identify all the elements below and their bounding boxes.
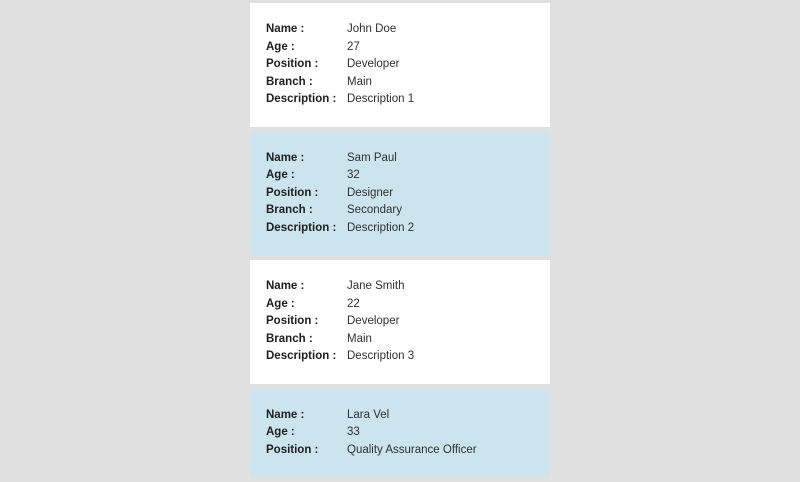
record-card[interactable] (250, 260, 550, 384)
record-row-position (266, 56, 550, 74)
field-value-age: 32 (347, 169, 360, 181)
record-row-name (266, 407, 550, 425)
record-row-description (266, 348, 550, 366)
field-value-branch: Main (347, 75, 372, 88)
field-value-name: Sam Paul (347, 151, 397, 164)
field-label-branch: Branch : (266, 204, 313, 216)
record-row-age (266, 424, 550, 442)
field-label-name: Name : (266, 151, 305, 164)
field-value-position: Developer (347, 315, 400, 327)
field-label-branch: Branch : (266, 332, 313, 345)
record-row-description (266, 220, 550, 238)
record-row-name (266, 21, 550, 39)
field-label-age: Age : (266, 169, 295, 181)
field-value-age: 27 (347, 40, 360, 53)
field-value-position: Designer (347, 186, 394, 199)
record-row-position (266, 185, 550, 203)
record-row-branch (266, 331, 550, 349)
field-label-age: Age : (266, 40, 295, 53)
record-row-branch (266, 202, 550, 220)
record-card[interactable] (250, 132, 550, 256)
field-value-description: Description 3 (347, 350, 415, 362)
field-value-name: Lara Vel (347, 408, 390, 421)
field-label-description: Description : (266, 221, 337, 234)
field-value-name: Jane Smith (347, 280, 405, 292)
field-label-name: Name : (266, 23, 305, 35)
field-label-age: Age : (266, 297, 295, 310)
field-label-name: Name : (266, 280, 305, 292)
field-value-description: Description 1 (347, 93, 415, 105)
record-row-position (266, 313, 550, 331)
field-label-position: Position : (266, 315, 319, 327)
field-value-branch: Secondary (347, 204, 402, 216)
field-label-branch: Branch : (266, 75, 313, 88)
record-row-age (266, 39, 550, 57)
record-row-age (266, 167, 550, 185)
record-row-age (266, 296, 550, 314)
record-card-list (250, 3, 550, 482)
field-label-description: Description : (266, 350, 337, 362)
field-value-age: 22 (347, 297, 360, 310)
record-row-position (266, 442, 550, 460)
field-value-description: Description 2 (347, 221, 415, 234)
field-label-name: Name : (266, 408, 305, 421)
field-label-position: Position : (266, 58, 319, 70)
field-label-position: Position : (266, 186, 319, 199)
field-label-age: Age : (266, 426, 295, 438)
record-row-branch (266, 74, 550, 92)
record-row-name (266, 150, 550, 168)
field-value-position: Quality Assurance Officer (347, 443, 477, 456)
record-row-description (266, 91, 550, 109)
field-value-branch: Main (347, 332, 372, 345)
field-label-position: Position : (266, 443, 319, 456)
field-value-position: Developer (347, 58, 400, 70)
record-card[interactable] (250, 389, 550, 478)
field-label-description: Description : (266, 93, 337, 105)
field-value-name: John Doe (347, 23, 397, 35)
record-row-name (266, 278, 550, 296)
field-value-age: 33 (347, 426, 360, 438)
record-card[interactable] (250, 3, 550, 127)
